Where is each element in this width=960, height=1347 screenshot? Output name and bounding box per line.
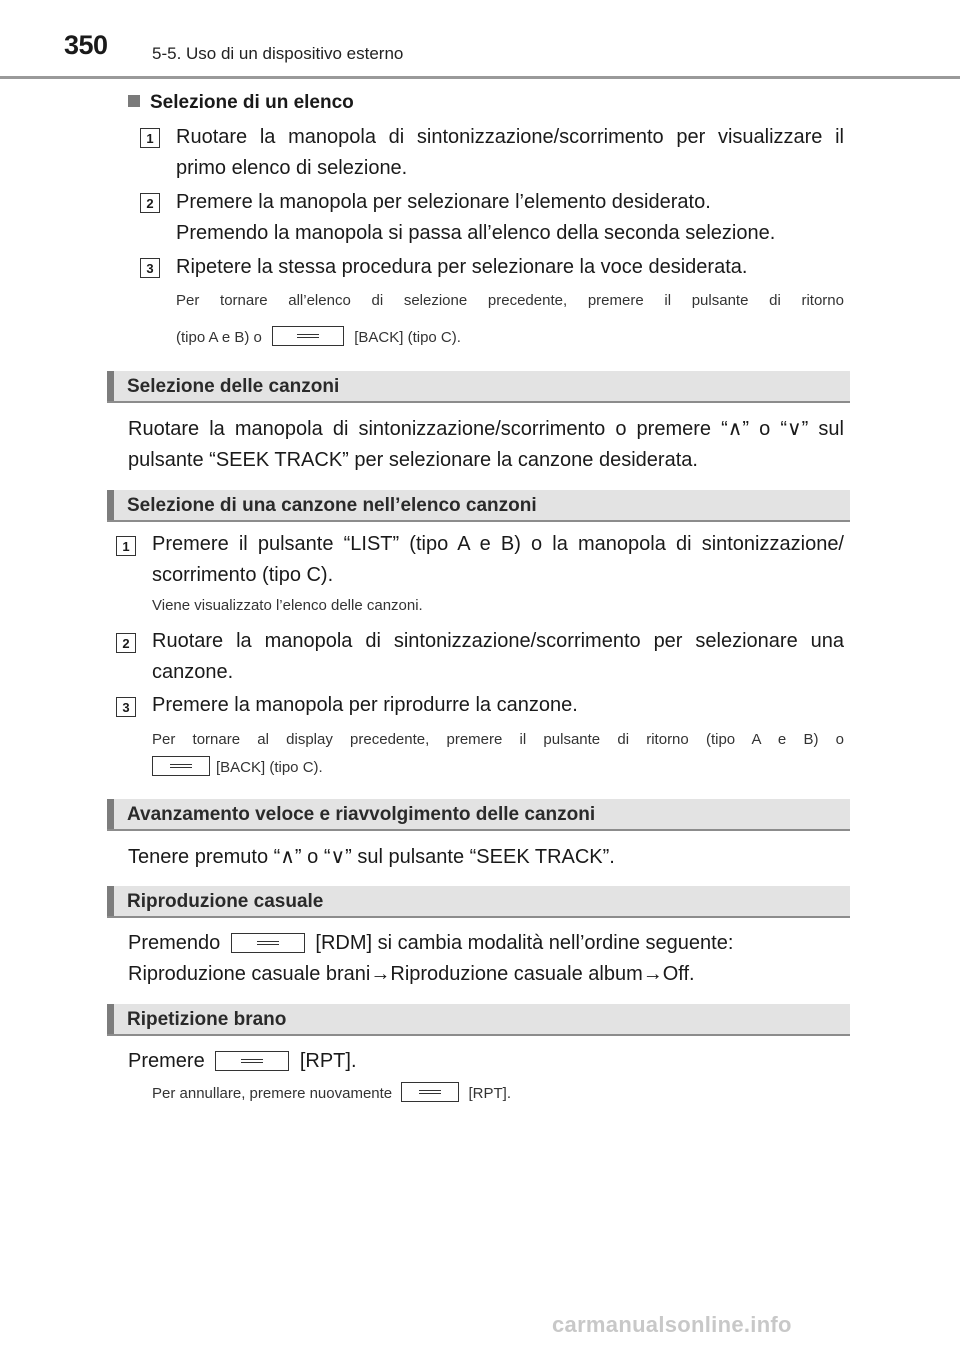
note-text: Per tornare al display precedente, premere il pulsante di ritorno (tipo A e B) o [152, 731, 844, 748]
note-text: Per annullare, premere nuovamente [RPT]. [152, 1080, 844, 1108]
page-number: 350 [64, 30, 108, 60]
step-text: Ruotare la manopola di sintonizzazione/scorrimento per selezionare una canzone. [152, 630, 844, 683]
section-heading-bar [107, 799, 850, 831]
body-text: Ruotare la manopola di sintonizzazione/scorrimento o premere “∧” o “∨” sul [128, 418, 844, 440]
step-text: Ruotare la manopola di sintonizzazione/scorrimento per visualizzare il primo elenco di selezione. [176, 126, 844, 179]
body-text: Riproduzione casuale brani→Riproduzione casuale album→Off. [128, 963, 695, 985]
section-heading-bar [107, 886, 850, 918]
note-text: (tipo A e B) o [BACK] (tipo C). [176, 324, 844, 352]
note-text: Per tornare all’elenco di selezione precedente, premere il pulsante di ritorno [176, 292, 844, 309]
header-divider [0, 76, 960, 79]
step-text: Premere il pulsante “LIST” (tipo A e B) o la manopola di sintonizzazione/ scorrimento (tipo C). [152, 533, 844, 586]
section-title: Selezione delle canzoni [127, 376, 340, 397]
button-icon [231, 933, 305, 953]
button-icon [152, 756, 210, 776]
body-text: Premendo [RDM] si cambia modalità nell’ordine seguente: [128, 932, 734, 954]
button-icon [215, 1051, 289, 1071]
section-title: Avanzamento veloce e riavvolgimento delle canzoni [127, 804, 596, 825]
body-text: Tenere premuto “∧” o “∨” sul pulsante “SEEK TRACK”. [128, 846, 615, 868]
body-text: pulsante “SEEK TRACK” per selezionare la canzone desiderata. [128, 449, 698, 471]
step-number-box: 1 [116, 536, 136, 556]
section-title: Riproduzione casuale [127, 891, 324, 912]
section-title: Ripetizione brano [127, 1009, 287, 1030]
body-text: Premere [RPT]. [128, 1050, 357, 1072]
section-header: 5-5. Uso di un dispositivo esterno [152, 44, 404, 63]
button-icon [272, 326, 344, 346]
step-text: Premere la manopola per selezionare l’elemento desiderato. [176, 191, 711, 213]
note-text: [BACK] (tipo C). [152, 754, 844, 782]
section-heading-bar [107, 1004, 850, 1036]
step-text: Premere la manopola per riprodurre la canzone. [152, 694, 578, 716]
section-title: Selezione di una canzone nell’elenco canzoni [127, 495, 537, 516]
step-number-box: 2 [140, 193, 160, 213]
step-text: Premendo la manopola si passa all’elenco della seconda selezione. [176, 222, 776, 244]
note-text: Viene visualizzato l’elenco delle canzoni. [152, 597, 423, 614]
step-text: Ripetere la stessa procedura per selezionare la voce desiderata. [176, 256, 748, 278]
button-icon [401, 1082, 459, 1102]
section-heading-bar [107, 371, 850, 403]
subsection-title: Selezione di un elenco [128, 92, 354, 114]
step-number-box: 3 [140, 258, 160, 278]
step-number-box: 3 [116, 697, 136, 717]
section-heading-bar [107, 490, 850, 522]
step-number-box: 2 [116, 633, 136, 653]
step-number-box: 1 [140, 128, 160, 148]
watermark: carmanualsonline.info [552, 1312, 792, 1337]
square-bullet-icon [128, 95, 140, 107]
